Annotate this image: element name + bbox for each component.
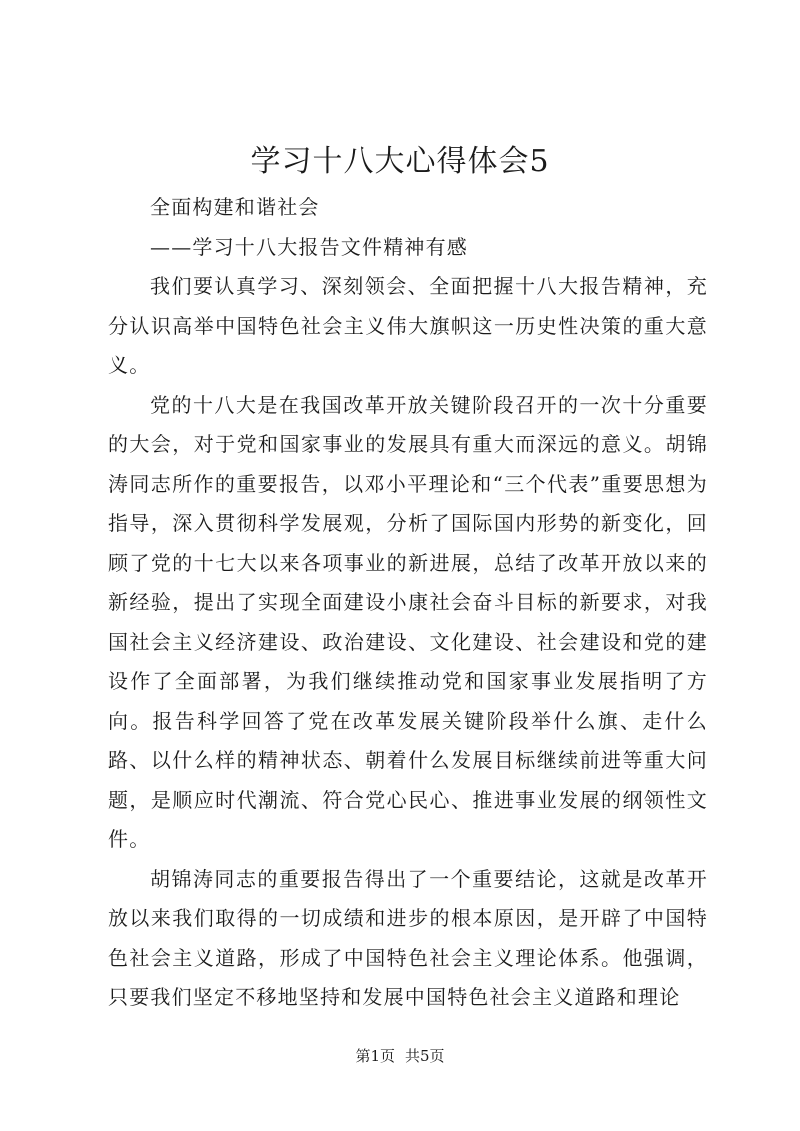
body-paragraph: 胡锦涛同志的重要报告得出了一个重要结论，这就是改革开放以来我们取得的一切成绩和进步的根本原因，是开辟了中国特色社会主义道路，形成了中国特色社会主义理论体系。他强调，只要我们坚定不移地坚持和发展中国特色社会主义道路和理论 (108, 866, 708, 1009)
page-total: 共5页 (405, 1047, 445, 1065)
subtitle-dash-line: ——学习十八大报告文件精神有感 (150, 234, 468, 259)
body-paragraph: 我们要认真学习、深刻领会、全面把握十八大报告精神，充分认识高举中国特色社会主义伟大旗帜这一历史性决策的重大意义。 (108, 274, 708, 377)
subtitle-line: 全面构建和谐社会 (150, 195, 320, 219)
page-footer (0, 1046, 800, 1066)
body-paragraph: 党的十八大是在我国改革开放关键阶段召开的一次十分重要的大会，对于党和国家事业的发展具有重大而深远的意义。胡锦涛同志所作的重要报告，以邓小平理论和“三个代表”重要思想为指导，深入贯彻科学发展观，分析了国际国内形势的新变化，回顾了党的十七大以来各项事业的新进展，总结了改革开放以来的新经验，提出了实现全面建设小康社会奋斗目标的新要求，对我国社会主义经济建设、政治建设、文化建设、社会建设和党的建设作了全面部署，为我们继续推动党和国家事业发展指明了方向。报告科学回答了党在改革发展关键阶段举什么旗、走什么路、以什么样的精神状态、朝着什么发展目标继续前进等重大问题，是顺应时代潮流、符合党心民心、推进事业发展的纲领性文件。 (108, 392, 708, 851)
document-body (108, 188, 708, 1018)
document-title: 学习十八大心得体会5 (250, 144, 550, 179)
page-number: 第1页 (355, 1047, 395, 1065)
